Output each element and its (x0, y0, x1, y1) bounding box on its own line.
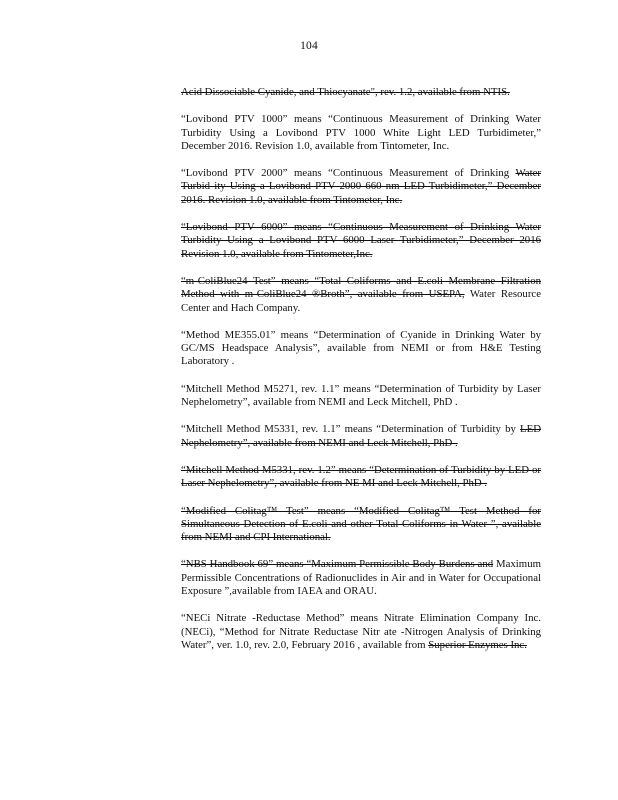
text-segment: Water Resource Center and Hach Company. (181, 288, 541, 314)
definition-lovibond-ptv-1000 (181, 113, 541, 153)
text-segment: “Mitchell Method M5331, rev. 1.1” means “Determination of Turbidity by (181, 423, 520, 436)
text-segment: “Method ME355.01” means “Determination of Cyanide in Drinking Water by GC/MS Headspace Analysis”, available from NEMI or from H&E Testing Laboratory . (181, 328, 541, 368)
definition-modified-colitag (181, 505, 541, 545)
text-segment: LED Nephelometry”, available from NEMI and Leck Mitchell, PhD . (181, 423, 541, 449)
definition-lovibond-ptv-2000 (181, 167, 541, 207)
text-segment: “NBS Handbook 69” means “Maximum Permissible Body Burdens and (181, 558, 494, 571)
text-segment: Water Turbid ity Using a Lovibond PTV 2000 660 nm LED Turbidimeter,” December 2016. Revision 1.0, available from Tintometer, Inc. (181, 167, 541, 206)
text-segment: Superior Enzymes Inc. (428, 638, 527, 651)
text-segment: “Lovibond PTV 2000” means “Continuous Measurement of Drinking (181, 167, 516, 180)
definition-m-coliblue24 (181, 275, 541, 315)
text-segment: “Modified Colitag™ Test” means “Modified Colitag™ Test Method for Simultaneous Detection of E.coli and other Total Coliforms in Water ”, available from NEMI and CPI International. (181, 504, 541, 544)
definition-mitchell-m5331-rev12 (181, 464, 541, 491)
definition-nbs-handbook-69 (181, 558, 541, 598)
text-segment: “Mitchell Method M5331, rev. 1.2” means “Determination of Turbidity by LED or Laser Nephelometry”, available from NE MI and Leck Mitchell, PhD . (181, 463, 541, 490)
definition-mitchell-m5271 (181, 383, 541, 410)
definition-neci-nitrate-reductase (181, 612, 541, 652)
text-segment: “Mitchell Method M5271, rev. 1.1” means “Determination of Turbidity by Laser Nephelometry”, available from NEMI and Leck Mitchell, PhD . (181, 382, 541, 409)
definition-method-me355 (181, 329, 541, 369)
text-segment: “Lovibond PTV 1000” means “Continuous Measurement of Drinking Water Turbidity Using a Lovibond PTV 1000 White Light LED Turbidimeter,” December 2016. Revision 1.0, available from Tintometer, Inc. (181, 113, 541, 152)
definition-mitchell-m5331-rev11 (181, 423, 541, 450)
text-segment: “NECi Nitrate -Reductase Method” means Nitrate Elimination Company Inc. (NECi), “Method for Nitrate Reductase Nitr ate -Nitrogen Analysis of Drinking Water”, ver. 1.0, rev. 2.0, February 2016 , available from (181, 612, 541, 651)
text-segment: Maximum Permissible Concentrations of Radionuclides in Air and in Water for Occupational Exposure ”,available from IAEA and ORAU. (181, 558, 541, 598)
definition-lovibond-ptv-6000 (181, 221, 541, 261)
text-segment: “m-ColiBlue24 Test” means “Total Coliforms and E.coli Membrane Filtration Method with m-ColiBlue24 ®Broth”, available from USEPA, (181, 274, 541, 301)
definition-ntis-cyanide (181, 86, 541, 99)
definitions-list (181, 86, 541, 666)
text-segment: Acid Dissociable Cyanide, and Thiocyanate", rev. 1.2, available from NTIS. (181, 86, 510, 98)
page-number: 104 (300, 40, 318, 52)
text-segment: “Lovibond PTV 6000” means “Continuous Measurement of Drinking Water Turbidity Using a Lovibond PTV 6000 Laser Turbidimeter,” December 2016 Revision 1.0, available from Tintometer,Inc. (181, 221, 541, 260)
